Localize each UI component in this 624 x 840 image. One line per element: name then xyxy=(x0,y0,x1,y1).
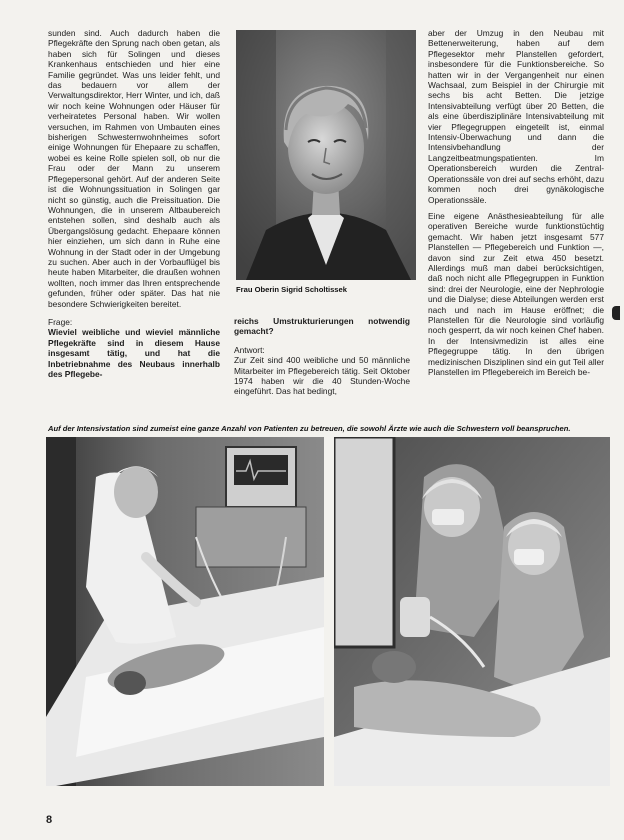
body-paragraph: Eine eigene Anästhesieabteilung für alle operativen Bereiche wurde funktionstüchtig gemacht. Wir haben jetzt insgesamt 577 Planstellen — Pflegebereich und Funktion —, davon sind zur Zeit etwa 450 besetzt. Allerdings muß man dabei berücksichtigen, daß noch nicht alle Pflegegruppen in Funktion sind: drei der Neurologie, eine der Nephrologie und die Dialyse; diese Abteilungen werden erst nach und nach im Hause eröffnet; die Planstellen für die Neurologie sind vorläufig noch gesperrt, da wir noch keinen Chef haben. In der Intensivmedizin ist alles eine Pflegegruppe tätig. In den übrigen medizinischen Disziplinen sind ein gut Teil aller Planstellen im Pflegebereich im Bereich be- xyxy=(428,210,604,377)
question-text: Wieviel weibliche und wieviel männliche Pflegekräfte sind in diesem Hause insgesamt tätig, und hat die Inbetriebnahme des Neubaus innerhalb des Pflegebe- xyxy=(48,327,220,379)
portrait-photo xyxy=(236,30,416,280)
body-paragraph: sunden sind. Auch dadurch haben die Pflegekräfte den Sprung nach oben getan, als haben sich für Solingen und dieses Krankenhaus entschieden und hier eine Familie gegründet. Was uns leider fehlt, und das bedauern vor allem der Verwaltungsdirektor, Herr Winter, und ich, daß wir noch keine Wohnungen oder Häuser für verheiratetes Personal haben. Wir wollen versuchen, im Rahmen von Umbauten eines bisherigen Schwesternwohnheimes sofort einige Wohnungen für Ehepaare zu schaffen, wobei es keine Rolle spielen soll, ob nur die Frau oder der Mann zu unserem Pflegepersonal gehört. Auf der anderen Seite ist die Wohnungssituation in Solingen gar nicht so günstig, auch die Preissituation. Die Wohnungen, die in unserem Altbaubereich entstehen sollen, sind deshalb auch als Übergangslösung gedacht. Ehepaare können hier einziehen, um sich dann in Ruhe eine Wohnung in der Stadt oder in der Umgebung zu suchen. Aber auch in der Vorbauflügel bis heute haben Mitarbeiter, die draußen wohnen wollten, noch immer das Ihren entsprechende gefunden, früher oder später. Das hat nie besondere Schwierigkeiten bereitet. xyxy=(48,28,220,309)
photo-nurse-with-patient xyxy=(46,437,324,786)
photo-doctors-treating-patient xyxy=(334,437,610,786)
page-edge-mark xyxy=(612,306,620,320)
question-text: reichs Umstrukturierungen notwendig gemacht? xyxy=(234,316,410,337)
page-number: 8 xyxy=(46,814,53,826)
section-label: Antwort: xyxy=(234,344,265,355)
photos-caption: Auf der Intensivstation sind zumeist eine ganze Anzahl von Patienten zu betreuen, die sowohl Ärzte wie auch die Schwestern voll beanspruchen. xyxy=(48,424,571,433)
body-paragraph: Zur Zeit sind 400 weibliche und 50 männliche Mitarbeiter im Pflegebereich tätig. Seit Oktober 1974 haben wir die 40 Stunden-Woche eingeführt. Das hat bedingt, xyxy=(234,355,410,397)
portrait-caption: Frau Oberin Sigrid Scholtissek xyxy=(236,285,347,294)
text-column-middle xyxy=(234,316,410,412)
text-column-right xyxy=(428,28,604,412)
text-column-left xyxy=(48,28,220,410)
body-paragraph: aber der Umzug in den Neubau mit Bettenerweiterung, haben auf dem Pflegesektor mehr Planstellen gefordert, insbesondere für die Funktionsbereiche. So hatten wir in der Vergangenheit nur einen Wachsaal, zum Beispiel in der Chirurgie mit sechs bis acht Betten. Die jetzige Intensivabteilung verfügt über 20 Betten, die als eine überdisziplinäre Intensivabteilung mit vier Pflegegruppen eingeteilt ist, einmal Intensiv-Überwachung und dann die Intensivbehandlung der Langzeitbeatmungspatienten. Im Operationsbereich wurden die Zentral-Operationssäle von drei auf sechs erhöht, dazu kommen noch drei gynäkologische Operationssäle. xyxy=(428,28,604,205)
section-label: Frage: xyxy=(48,316,73,327)
